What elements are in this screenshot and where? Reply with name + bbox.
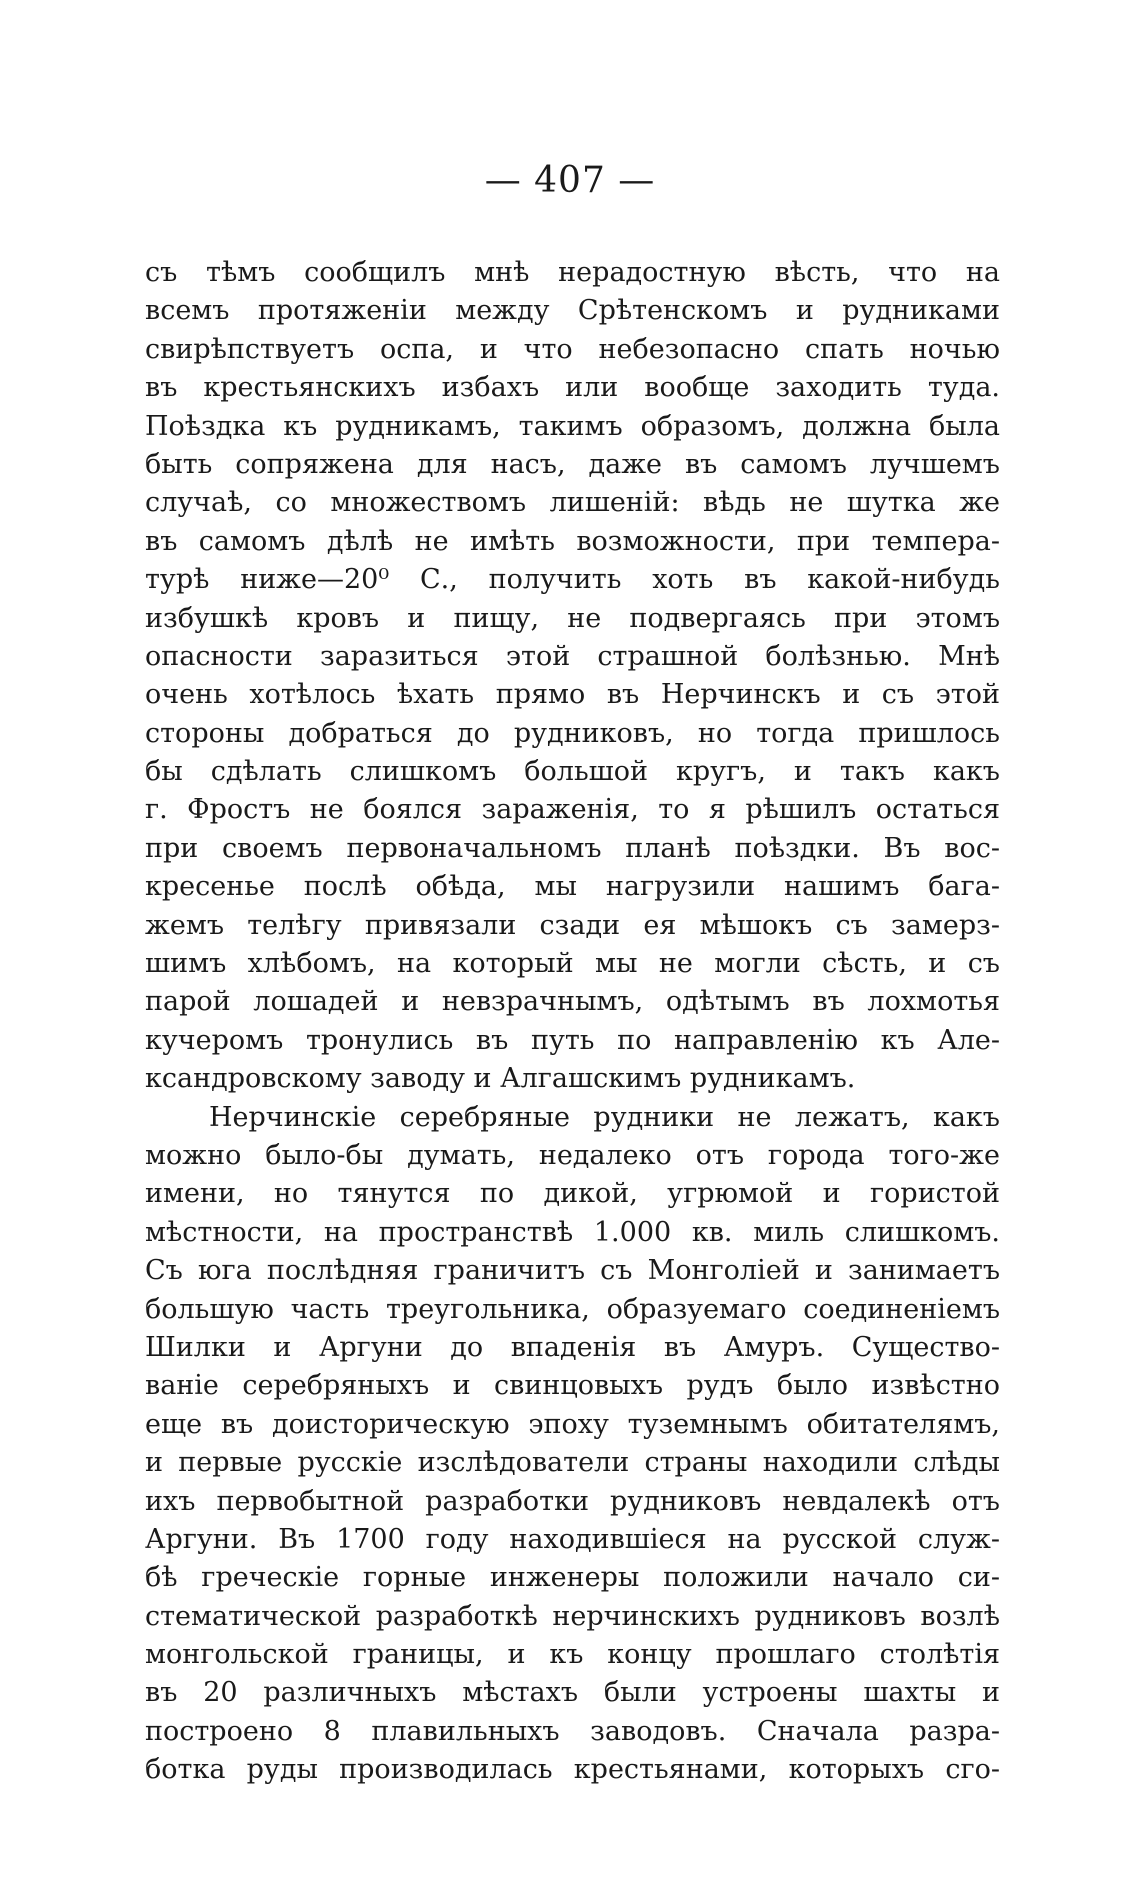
text-line: парой лошадей и невзрачнымъ, одѣтымъ въ лохмотья (145, 986, 1000, 1018)
page-number: — 407 — (484, 160, 656, 201)
paragraph-end-line: ксандровскому заводу и Алгашскимъ рудникамъ. (145, 1063, 856, 1095)
text-line: г. Фростъ не боялся зараженія, то я рѣшилъ остаться (145, 794, 1000, 826)
text-line: стематической разработкѣ нерчинскихъ рудниковъ возлѣ (145, 1600, 1000, 1632)
text-line: построено 8 плавильныхъ заводовъ. Сначала разра- (145, 1715, 1000, 1747)
text-line: ваніе серебряныхъ и свинцовыхъ рудъ было извѣстно (145, 1370, 1000, 1402)
text-line: еще въ доисторическую эпоху туземнымъ обитателямъ, (145, 1408, 1000, 1440)
text-line: большую часть треугольника, образуемаго соединеніемъ (145, 1293, 1000, 1325)
text-line: очень хотѣлось ѣхать прямо въ Нерчинскъ и съ этой (145, 679, 1000, 711)
text-line: монгольской границы, и къ концу прошлаго столѣтія (145, 1639, 1000, 1671)
text-line: шимъ хлѣбомъ, на который мы не могли сѣсть, и съ (145, 948, 1000, 980)
text-line: въ самомъ дѣлѣ не имѣть возможности, при темпера- (145, 525, 1000, 557)
text-line: ботка руды производилась крестьянами, которыхъ сго- (145, 1754, 1000, 1786)
text-line: бѣ греческіе горные инженеры положили начало си- (145, 1562, 1000, 1594)
text-line: при своемъ первоначальномъ планѣ поѣздки. Въ вос- (145, 832, 1000, 864)
text-line: и первые русскіе изслѣдователи страны находили слѣды (145, 1447, 1000, 1479)
text-line: Шилки и Аргуни до впаденія въ Амуръ. Существо- (145, 1331, 1000, 1363)
text-line: въ 20 различныхъ мѣстахъ были устроены шахты и (145, 1677, 1000, 1709)
paragraph-first-line: Нерчинскіе серебряные рудники не лежатъ, какъ (209, 1101, 1000, 1133)
text-line: Аргуни. Въ 1700 году находившіеся на русской служ- (145, 1523, 1000, 1555)
text-line: свирѣпствуетъ оспа, и что небезопасно спать ночью (145, 333, 1000, 365)
text-line: случаѣ, со множествомъ лишеній: вѣдь не шутка же (145, 487, 1000, 519)
text-line: съ тѣмъ сообщилъ мнѣ нерадостную вѣсть, что на (145, 257, 1000, 288)
text-line: опасности заразиться этой страшной болѣзнью. Мнѣ (145, 640, 1000, 672)
text-line: бы сдѣлать слишкомъ большой кругъ, и такъ какъ (145, 756, 1000, 788)
text-line: Съ юга послѣдняя граничитъ съ Монголіей и занимаетъ (145, 1255, 1000, 1287)
text-line: мѣстности, на пространствѣ 1.000 кв. миль слишкомъ. (145, 1216, 1000, 1248)
text-line: кучеромъ тронулись въ путь по направленію къ Але- (145, 1024, 1000, 1056)
text-line: турѣ ниже—20⁰ С., получить хоть въ какой-нибудь (145, 564, 1000, 596)
text-line: ихъ первобытной разработки рудниковъ невдалекѣ отъ (145, 1485, 1000, 1517)
text-line: имени, но тянутся по дикой, угрюмой и гористой (145, 1178, 1000, 1210)
text-line: избушкѣ кровъ и пищу, не подвергаясь при этомъ (145, 602, 1000, 634)
body-text (145, 254, 1000, 1790)
text-line: быть сопряжена для насъ, даже въ самомъ лучшемъ (145, 448, 1000, 480)
text-line: стороны добраться до рудниковъ, но тогда пришлось (145, 717, 1000, 749)
text-line: жемъ телѣгу привязали сзади ея мѣшокъ съ замерз- (145, 909, 1000, 941)
text-line: всемъ протяженіи между Срѣтенскомъ и рудниками (145, 295, 1000, 327)
text-line: можно было-бы думать, недалеко отъ города того-же (145, 1139, 1000, 1171)
text-line: кресенье послѣ обѣда, мы нагрузили нашимъ бага- (145, 871, 1000, 903)
text-line: Поѣздка къ рудникамъ, такимъ образомъ, должна была (145, 410, 1000, 442)
text-line: въ крестьянскихъ избахъ или вообще заходить туда. (145, 372, 1000, 404)
